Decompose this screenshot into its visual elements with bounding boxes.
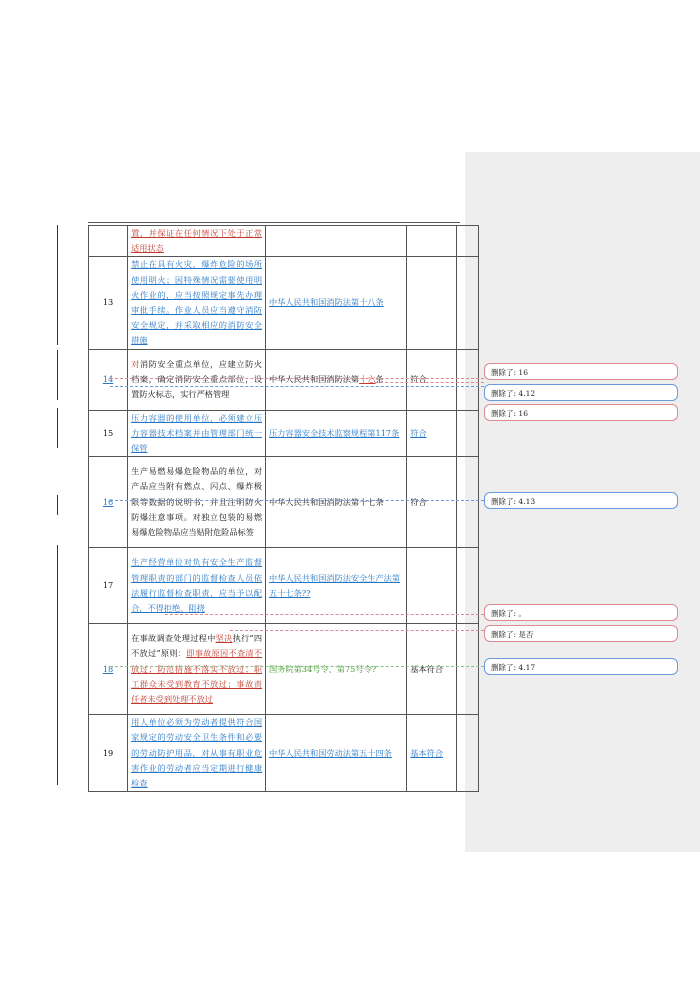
note-cell [457,715,479,792]
note-cell [457,226,479,257]
comment-value: 4.13 [518,497,536,506]
check-result: 符合 [407,457,457,548]
requirement-text: 禁止在具有火灾、爆炸危险的场所使用明火；因特殊情况需要使用明火作业的，应当按照规定事先办理审批手续。作业人员应当遵守消防安全规定，并采取相应的消防安全措施 [128,257,266,349]
requirement-text: 压力容器的使用单位，必须建立压力容器技术档案并由管理部门统一保管 [128,410,266,457]
comment-label: 删除了: [491,663,517,672]
check-result: 基本符合 [407,624,457,715]
note-cell [457,410,479,457]
note-cell [457,349,479,410]
requirement-text: 置，并保证在任何情况下处于正常适用状态 [128,226,266,257]
comment-value: 4.17 [518,663,536,672]
table-row [89,548,479,624]
check-result [407,257,457,349]
comment-connector [110,666,484,667]
row-number [89,226,128,257]
comment-label: 删除了: [491,630,517,639]
row-number: 15 [89,410,128,457]
table-row [89,457,479,548]
requirement-text: 生产经营单位对负有安全生产监督管理职责的部门的监督检查人员依法履行监督检查职责，应当予以配合，不得拒绝、阻挠 [128,548,266,624]
comment-balloon[interactable] [484,404,678,421]
check-result [407,548,457,624]
comment-value: 是否 [518,630,534,639]
row-number: 19 [89,715,128,792]
row-number: 13 [89,257,128,349]
table-row [89,226,479,257]
change-bar [57,225,58,345]
note-cell [457,624,479,715]
comment-balloon[interactable] [484,492,678,509]
comment-connector [230,630,484,631]
inserted-text: 即事故原因不查清不放过；防范措施不落实不放过；职工群众未受到教育不放过；事故责任者未受到处理不放过 [131,648,263,705]
table-row [89,624,479,715]
requirement-body: 执行“四不放过”原则 [131,633,263,659]
comment-label: 删除了: [491,609,517,618]
table-row [89,349,479,410]
comment-value: 16 [518,409,528,418]
legal-basis [266,349,407,410]
inspection-table [88,225,479,792]
comment-label: 删除了: [491,368,517,377]
basis-suffix: 条 [375,374,384,385]
check-result: 符合 [407,410,457,457]
comment-label: 删除了: [491,409,517,418]
note-cell [457,457,479,548]
check-result: 符合 [407,349,457,410]
note-cell [457,257,479,349]
row-number[interactable]: 16 [102,496,114,507]
requirement-text [128,624,266,715]
comment-connector [110,378,484,379]
inserted-text: 坚决 [215,633,233,644]
comment-label: 删除了: [491,497,517,506]
check-result: 基本符合 [407,715,457,792]
change-bar [57,495,58,515]
legal-basis: 国务院第34号令、第75号令? [266,624,407,715]
comment-balloon[interactable] [484,625,678,642]
requirement-text: 生产易燃易爆危险物品的单位，对产品应当附有燃点、闪点、爆炸极限等数据的说明书，并且注明防火防爆注意事项。对独立包装的易燃易爆危险物品应当贴附危险品标签 [128,457,266,548]
row-number[interactable]: 18 [102,663,114,674]
legal-basis: 中华人民共和国消防法安全生产法第五十七条?? [266,548,407,624]
comment-label: 删除了: [491,389,517,398]
change-bar [57,408,58,448]
table-row [89,257,479,349]
legal-basis [266,226,407,257]
inserted-text: 对 [131,358,140,369]
legal-basis: 中华人民共和国消防法第十八条 [266,257,407,349]
legal-basis: 压力容器安全技术监察规程第117条 [266,410,407,457]
comment-value: 16 [518,368,528,377]
inserted-text: ： [177,648,187,659]
comment-value: 4.12 [518,389,536,398]
table-row [89,410,479,457]
row-number[interactable]: 14 [102,374,114,385]
table-top-rule [88,222,460,223]
basis-text: 中华人民共和国消防法第 [269,374,360,385]
requirement-text [128,349,266,410]
table-row [89,715,479,792]
requirement-body: 消防安全重点单位，应建立防火档案，确定消防安全重点部位，设置防火标志，实行严格管理 [131,358,263,400]
change-bar [57,545,58,785]
legal-basis: 中华人民共和国劳动法第五十四条 [266,715,407,792]
note-cell [457,548,479,624]
change-bar [57,350,58,400]
requirement-body: 在事故调查处理过程中 [131,633,216,644]
comment-connector [110,500,484,501]
row-number: 17 [89,548,128,624]
inserted-text: 十六 [359,374,376,385]
comment-balloon[interactable] [484,363,678,380]
check-result [407,226,457,257]
comment-connector [370,382,484,383]
requirement-text: 用人单位必须为劳动者提供符合国家规定的劳动安全卫生条件和必要的劳动防护用品，对从事有职业危害作业的劳动者应当定期进行健康检查 [128,715,266,792]
comment-balloon[interactable] [484,604,678,621]
comment-balloon[interactable] [484,384,678,401]
comment-value: 。 [518,609,526,618]
legal-basis: 中华人民共和国消防法第十七条 [266,457,407,548]
comment-connector [165,614,484,615]
comment-connector [110,386,484,387]
comment-balloon[interactable] [484,658,678,675]
